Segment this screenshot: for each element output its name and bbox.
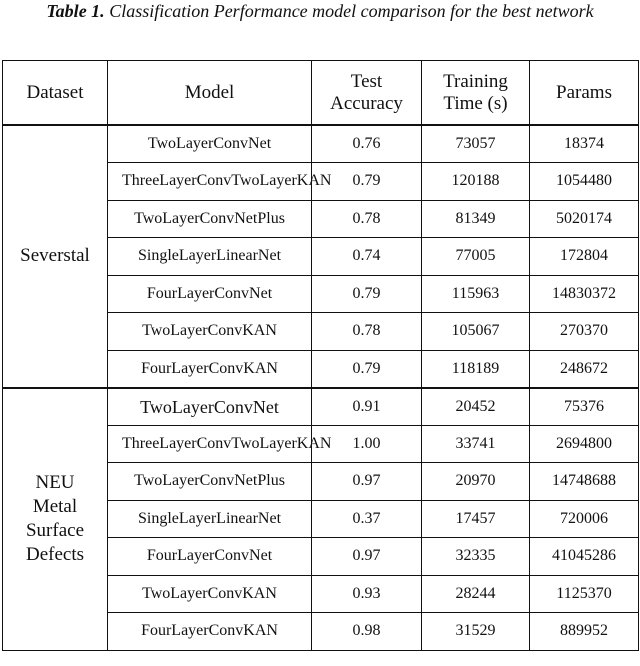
time-cell: 31529: [422, 613, 530, 651]
time-cell: 120188: [422, 163, 530, 201]
model-cell: FourLayerConvKAN: [108, 613, 312, 651]
results-table: [2, 60, 639, 651]
accuracy-cell: 1.00: [312, 425, 422, 463]
accuracy-cell: 0.78: [312, 313, 422, 351]
caption-text: Classification Performance model comparison for the best network: [109, 1, 594, 21]
model-cell: ThreeLayerConvTwoLayerKAN: [108, 163, 312, 201]
time-cell: 105067: [422, 313, 530, 351]
params-cell: 1125370: [530, 575, 639, 613]
accuracy-cell: 0.74: [312, 238, 422, 276]
model-cell: TwoLayerConvNet: [108, 388, 312, 426]
model-cell: FourLayerConvNet: [108, 538, 312, 576]
model-cell: ThreeLayerConvTwoLayerKAN: [108, 425, 312, 463]
params-cell: 5020174: [530, 200, 639, 238]
model-cell: SingleLayerLinearNet: [108, 500, 312, 538]
table-caption: [0, 0, 640, 22]
model-cell: TwoLayerConvKAN: [108, 313, 312, 351]
col-header-model: Model: [108, 61, 312, 126]
accuracy-cell: 0.79: [312, 275, 422, 313]
time-cell: 81349: [422, 200, 530, 238]
model-cell: SingleLayerLinearNet: [108, 238, 312, 276]
model-cell: TwoLayerConvNetPlus: [108, 200, 312, 238]
params-cell: 75376: [530, 388, 639, 426]
params-cell: 41045286: [530, 538, 639, 576]
time-cell: 118189: [422, 350, 530, 388]
time-cell: 77005: [422, 238, 530, 276]
accuracy-cell: 0.79: [312, 163, 422, 201]
time-cell: 33741: [422, 425, 530, 463]
params-cell: 14830372: [530, 275, 639, 313]
col-header-dataset: Dataset: [3, 61, 108, 126]
params-cell: 18374: [530, 125, 639, 163]
params-cell: 2694800: [530, 425, 639, 463]
accuracy-cell: 0.78: [312, 200, 422, 238]
time-cell: 20452: [422, 388, 530, 426]
dataset-cell: NEU Metal Surface Defects: [3, 388, 108, 651]
model-cell: TwoLayerConvNetPlus: [108, 463, 312, 501]
caption-label: Table 1.: [46, 1, 105, 21]
col-header-accuracy: Test Accuracy: [312, 61, 422, 126]
model-cell: FourLayerConvKAN: [108, 350, 312, 388]
table-row: [3, 388, 639, 426]
accuracy-cell: 0.97: [312, 538, 422, 576]
col-header-params: Params: [530, 61, 639, 126]
col-header-time: Training Time (s): [422, 61, 530, 126]
params-cell: 720006: [530, 500, 639, 538]
time-cell: 73057: [422, 125, 530, 163]
table-row: [3, 125, 639, 163]
accuracy-cell: 0.91: [312, 388, 422, 426]
time-cell: 115963: [422, 275, 530, 313]
time-cell: 32335: [422, 538, 530, 576]
model-cell: TwoLayerConvKAN: [108, 575, 312, 613]
accuracy-cell: 0.76: [312, 125, 422, 163]
accuracy-cell: 0.79: [312, 350, 422, 388]
time-cell: 17457: [422, 500, 530, 538]
params-cell: 248672: [530, 350, 639, 388]
table-body: [3, 125, 639, 650]
accuracy-cell: 0.98: [312, 613, 422, 651]
time-cell: 28244: [422, 575, 530, 613]
params-cell: 889952: [530, 613, 639, 651]
accuracy-cell: 0.97: [312, 463, 422, 501]
model-cell: TwoLayerConvNet: [108, 125, 312, 163]
dataset-cell: Severstal: [3, 125, 108, 388]
time-cell: 20970: [422, 463, 530, 501]
header-row: [3, 61, 639, 126]
params-cell: 14748688: [530, 463, 639, 501]
accuracy-cell: 0.37: [312, 500, 422, 538]
params-cell: 1054480: [530, 163, 639, 201]
accuracy-cell: 0.93: [312, 575, 422, 613]
params-cell: 270370: [530, 313, 639, 351]
model-cell: FourLayerConvNet: [108, 275, 312, 313]
params-cell: 172804: [530, 238, 639, 276]
